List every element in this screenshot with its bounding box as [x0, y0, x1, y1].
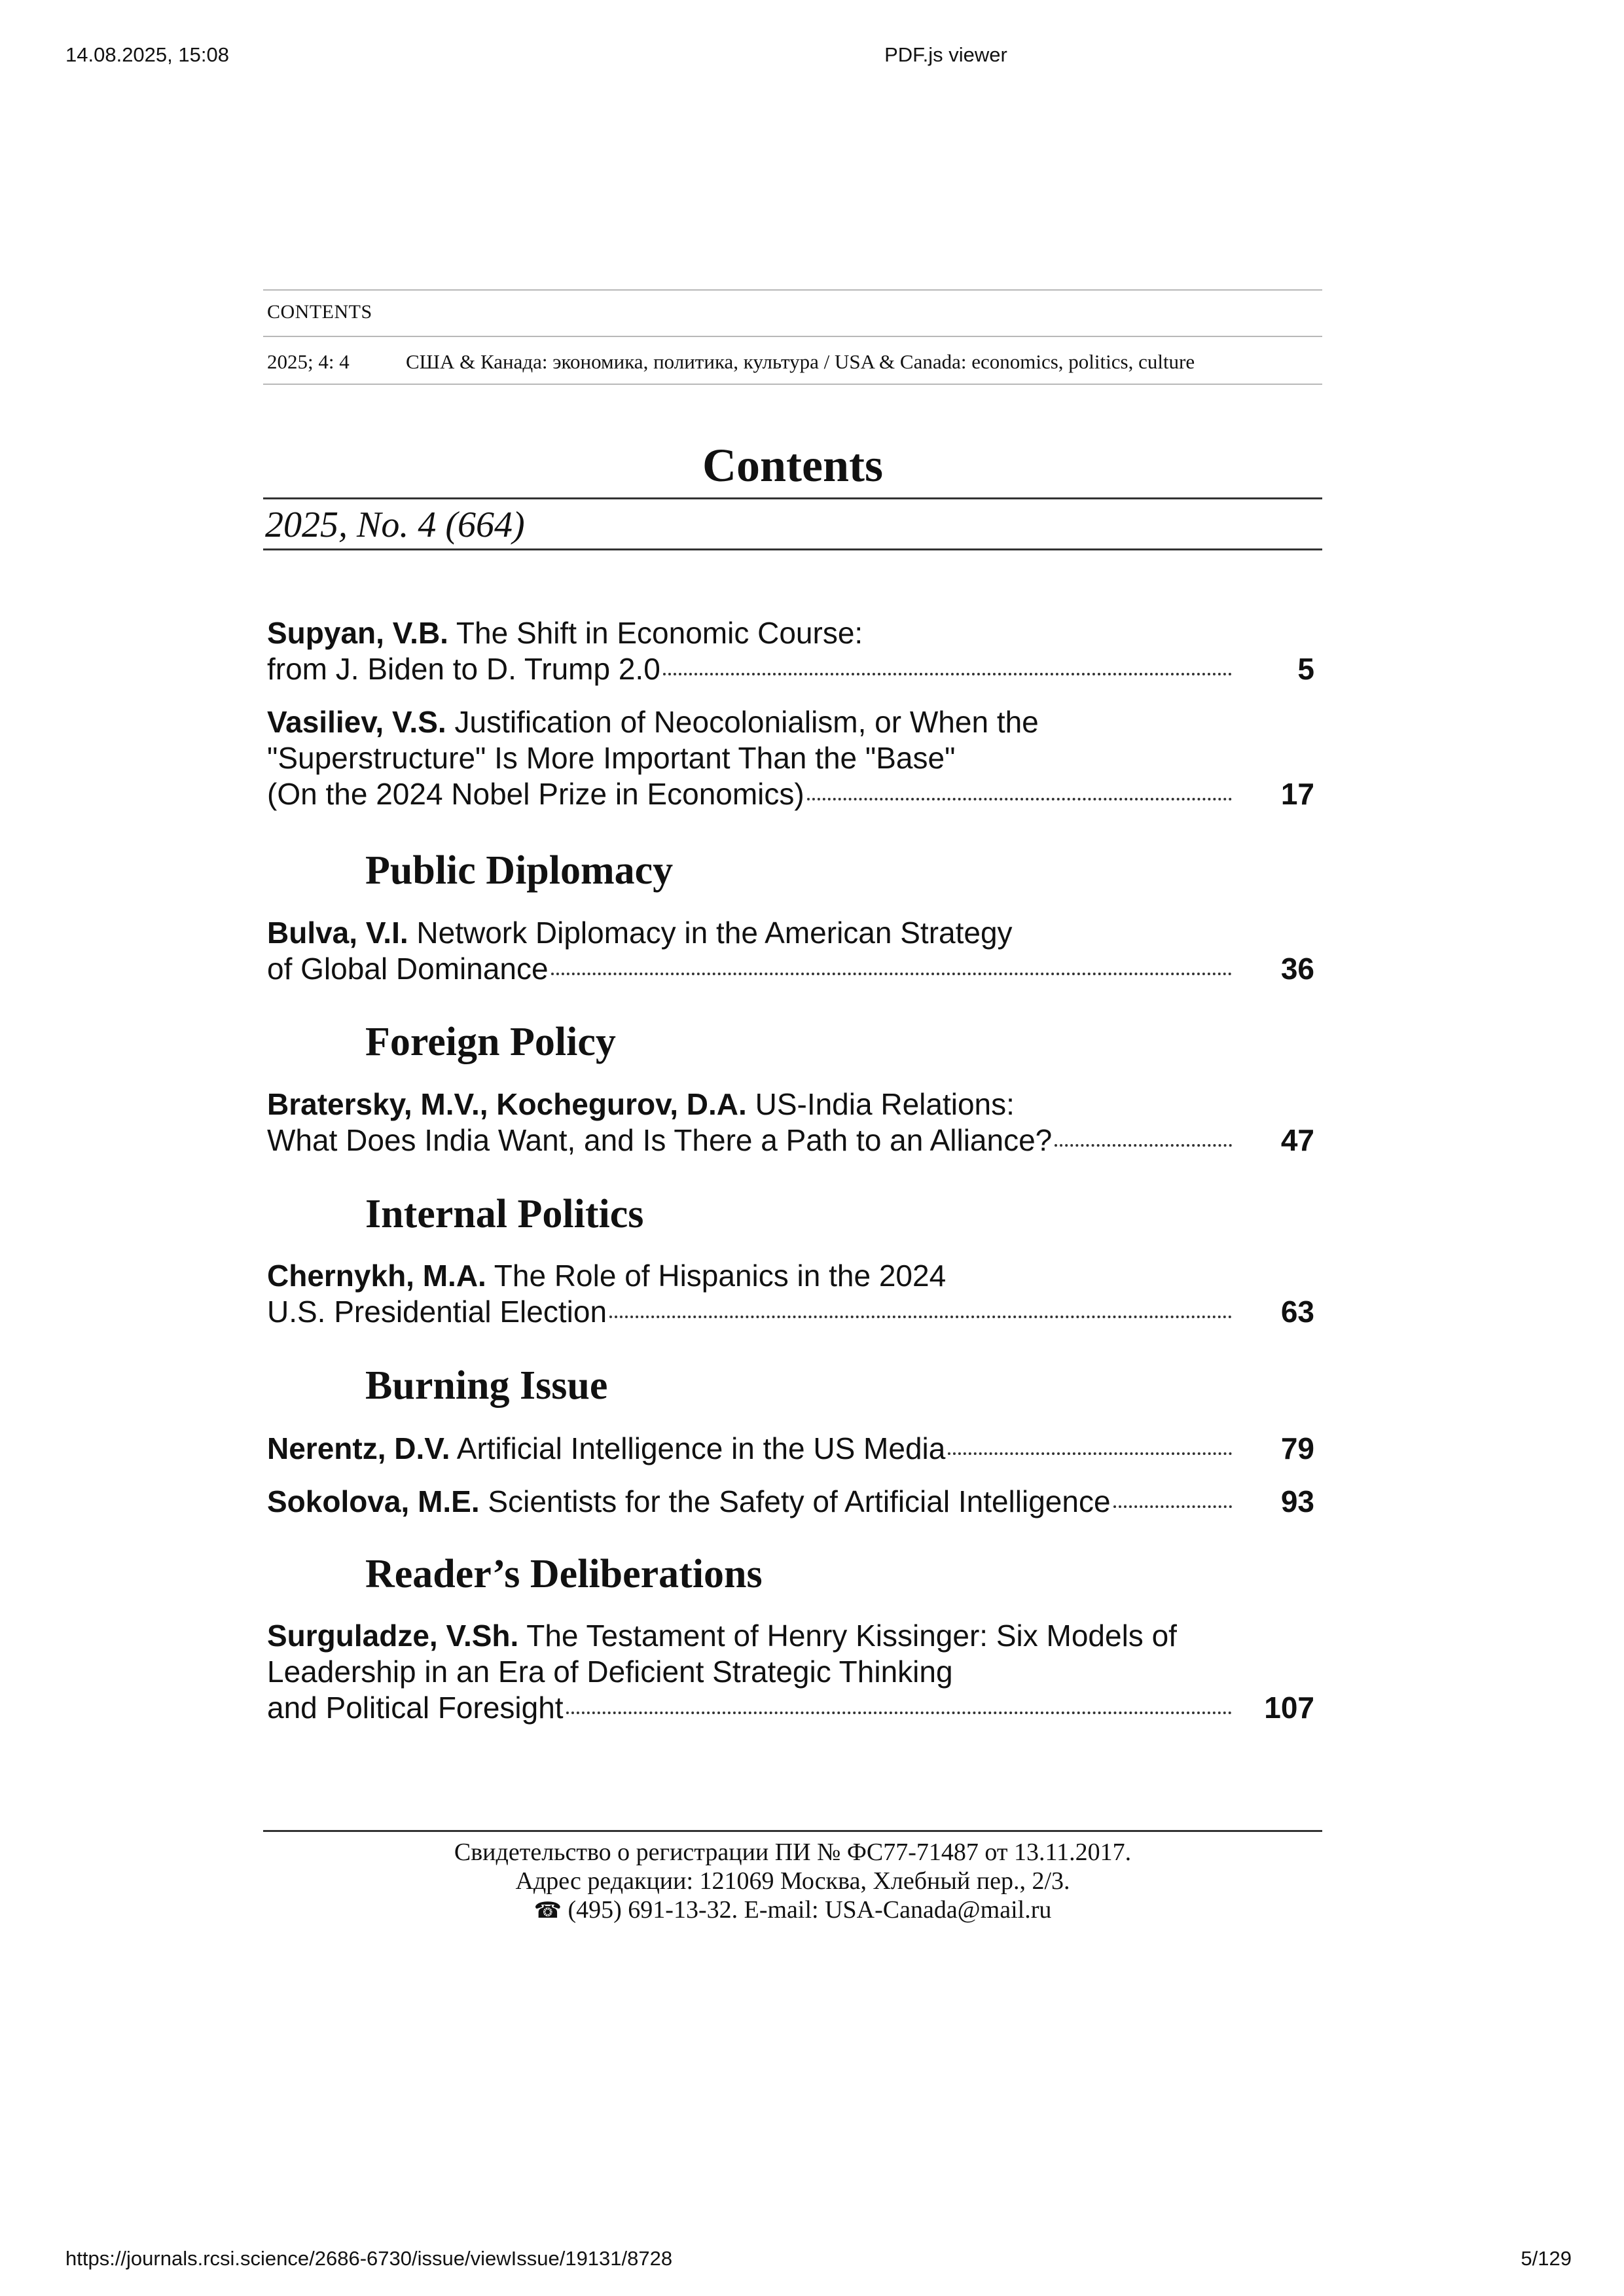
section-heading: Reader’s Deliberations [365, 1552, 763, 1596]
dot-leader [948, 1452, 1232, 1455]
toc-entry[interactable] [267, 1431, 1314, 1467]
section-heading: Burning Issue [365, 1363, 608, 1408]
entry-page-number: 93 [1280, 1484, 1314, 1518]
entry-author: Vasiliev, V.S. [267, 705, 446, 739]
entry-title-last-line: and Political Foresight [267, 1691, 564, 1725]
entry-author: Supyan, V.B. [267, 616, 448, 650]
footer-rule [263, 1830, 1322, 1832]
entry-title-last-line: (On the 2024 Nobel Prize in Economics) [267, 777, 804, 811]
header-rule-top [263, 289, 1322, 291]
running-header-section: CONTENTS [267, 301, 372, 323]
entry-title-last-line: Artificial Intelligence in the US Media [456, 1431, 946, 1465]
header-rule-bottom [263, 384, 1322, 385]
section-heading: Internal Politics [365, 1192, 644, 1236]
entry-page-number: 17 [1280, 777, 1314, 811]
editorial-address: Адрес редакции: 121069 Москва, Хлебный пер., 2/3. [515, 1867, 1070, 1895]
dot-leader [1055, 1144, 1232, 1147]
toc-entry[interactable] [267, 1484, 1314, 1520]
entry-title-line: Leadership in an Era of Deficient Strategic Thinking [267, 1655, 953, 1689]
print-title [0, 43, 1624, 67]
print-timestamp: 14.08.2025, 15:08 [65, 43, 229, 66]
entry-page-number: 36 [1280, 952, 1314, 986]
contact-line [263, 1895, 1322, 1925]
dot-leader [1113, 1505, 1232, 1508]
entry-title-line: Network Diplomacy in the American Strategy [416, 916, 1013, 950]
entry-title-last-line: of Global Dominance [267, 952, 549, 986]
print-page-counter: 5/129 [1521, 2247, 1572, 2270]
entry-title-line: US-India Relations: [755, 1087, 1015, 1121]
toc-entry[interactable] [267, 615, 1314, 687]
issue-number: 2025, No. 4 (664) [265, 505, 525, 545]
title-rule-bottom [263, 548, 1322, 550]
entry-author: Chernykh, M.A. [267, 1259, 486, 1293]
entry-title-line: The Shift in Economic Course: [456, 616, 863, 650]
entry-page-number: 63 [1280, 1295, 1314, 1329]
entry-page-number: 47 [1280, 1123, 1314, 1157]
print-url: https://journals.rcsi.science/2686-6730/issue/viewIssue/19131/8728 [65, 2247, 673, 2270]
entry-author: Nerentz, D.V. [267, 1431, 450, 1465]
entry-title-line: Justification of Neocolonialism, or When the [454, 705, 1039, 739]
dot-leader [807, 798, 1232, 800]
telephone-icon: ☎ [533, 1897, 562, 1924]
dot-leader [663, 673, 1232, 675]
entry-author: Surguladze, V.Sh. [267, 1619, 519, 1653]
toc-entry[interactable] [267, 1258, 1314, 1330]
entry-page-number: 79 [1280, 1431, 1314, 1465]
entry-title-last-line: Scientists for the Safety of Artificial Intelligence [488, 1484, 1111, 1518]
entry-author: Bulva, V.I. [267, 916, 408, 950]
entry-title-last-line: What Does India Want, and Is There a Path to an Alliance? [267, 1123, 1053, 1157]
entry-page-number: 5 [1297, 652, 1314, 686]
toc-entry[interactable] [267, 704, 1314, 812]
entry-title-line: The Role of Hispanics in the 2024 [494, 1259, 947, 1293]
entry-title-last-line: from J. Biden to D. Trump 2.0 [267, 652, 660, 686]
toc-entry[interactable] [267, 1086, 1314, 1158]
toc-entry[interactable] [267, 915, 1314, 987]
entry-author: Sokolova, M.E. [267, 1484, 480, 1518]
section-heading: Public Diplomacy [365, 848, 674, 893]
header-rule-middle [263, 336, 1322, 337]
running-header-journal: США & Канада: экономика, политика, культура / USA & Canada: economics, politics, culture [406, 350, 1195, 373]
dot-leader [566, 1712, 1232, 1714]
page-title: Contents [702, 439, 883, 492]
toc-entry[interactable] [267, 1618, 1314, 1726]
entry-title-line: "Superstructure" Is More Important Than the "Base" [267, 741, 956, 775]
entry-page-number: 107 [1264, 1691, 1314, 1725]
dot-leader [609, 1316, 1232, 1318]
entry-title-line: The Testament of Henry Kissinger: Six Models of [526, 1619, 1177, 1653]
section-heading: Foreign Policy [365, 1020, 616, 1064]
contact-text: (495) 691-13-32. E-mail: USA-Canada@mail.ru [568, 1896, 1052, 1924]
registration-note: Свидетельство о регистрации ПИ № ФС77-71487 от 13.11.2017. [454, 1839, 1132, 1866]
entry-author: Bratersky, M.V., Kochegurov, D.A. [267, 1087, 747, 1121]
viewer-title: PDF.js viewer [884, 43, 1007, 66]
dot-leader [551, 973, 1232, 975]
running-header-issue-ref: 2025; 4: 4 [267, 350, 350, 373]
title-rule-top [263, 497, 1322, 499]
entry-title-last-line: U.S. Presidential Election [267, 1295, 607, 1329]
